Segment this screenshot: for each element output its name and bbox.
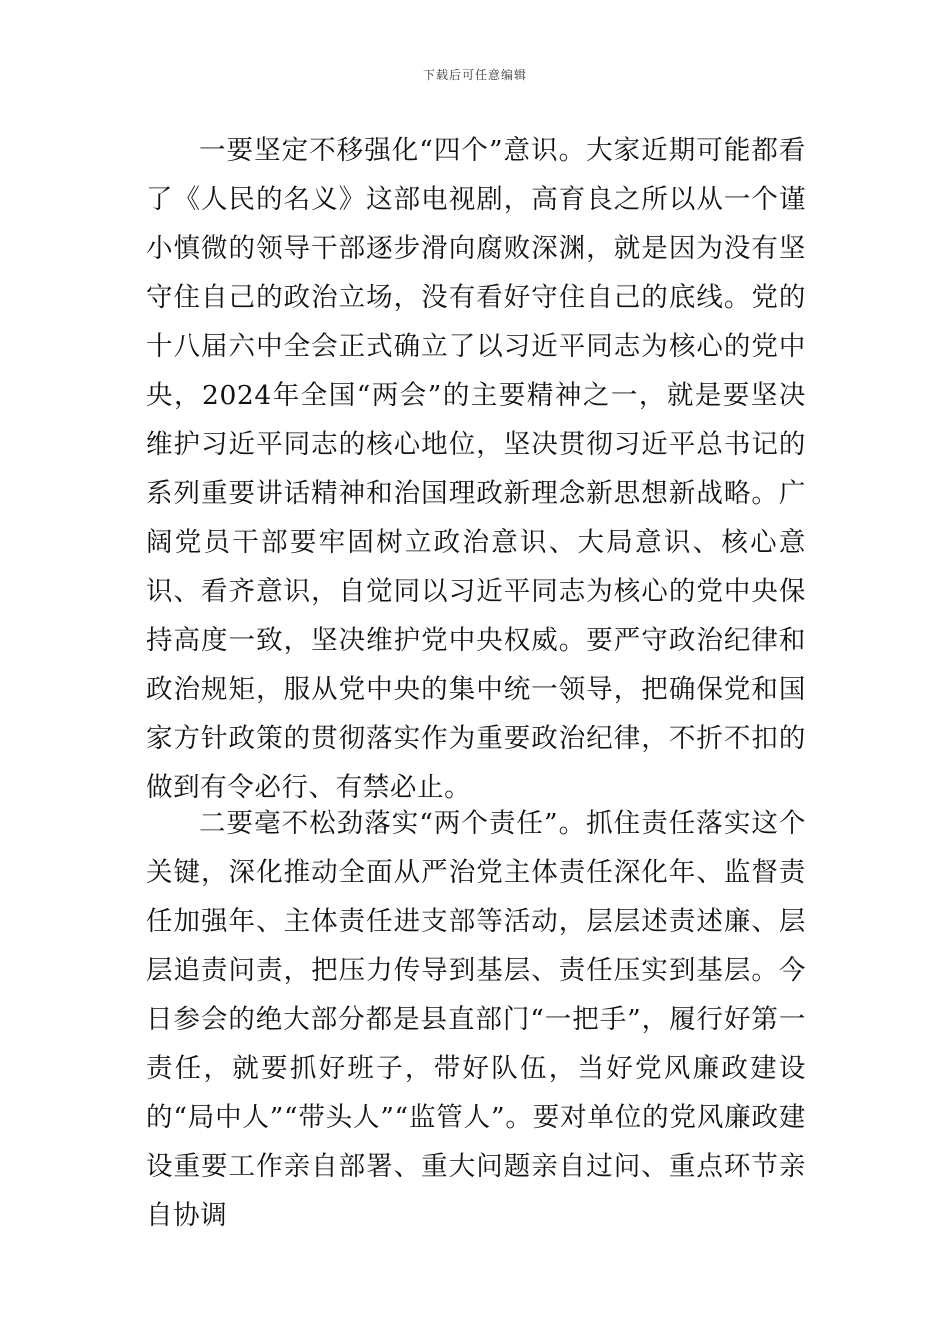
header-note: 下载后可任意编辑 — [422, 68, 527, 82]
paragraph-1: 一要坚定不移强化“四个”意识。大家近期可能都看了《人民的名义》这部电视剧，高育良之所以从一个谨小慎微的领导干部逐步滑向腐败深渊，就是因为没有坚守住自己的政治立场，没有看好守住自己的底线。党的十八届六中全会正式确立了以习近平同志为核心的党中央，2024年全国“两会”的主要精神之一，就是要坚决维护习近平同志的核心地位，坚决贯彻习近平总书记的系列重要讲话精神和治国理政新理念新思想新战略。广阔党员干部要牢固树立政治意识、大局意识、核心意识、看齐意识，自觉同以习近平同志为核心的党中央保持高度一致，坚决维护党中央权威。要严守政治纪律和政治规矩，服从党中央的集中统一领导，把确保党和国家方针政策的贯彻落实作为重要政治纪律，不折不扣的做到有令必行、有禁必止。 — [146, 135, 806, 803]
paragraph-2: 二要毫不松劲落实“两个责任”。抓住责任落实这个关键，深化推动全面从严治党主体责任深化年、监督责任加强年、主体责任进支部等活动，层层述责述廉、层层追责问责，把压力传导到基层、责任压实到基层。今日参会的绝大部分都是县直部门“一把手”，履行好第一责任，就要抓好班子，带好队伍，当好党风廉政建设的“局中人”“带头人”“监管人”。要对单位的党风廉政建设重要工作亲自部署、重大问题亲自过问、重点环节亲自协调 — [146, 808, 806, 1231]
